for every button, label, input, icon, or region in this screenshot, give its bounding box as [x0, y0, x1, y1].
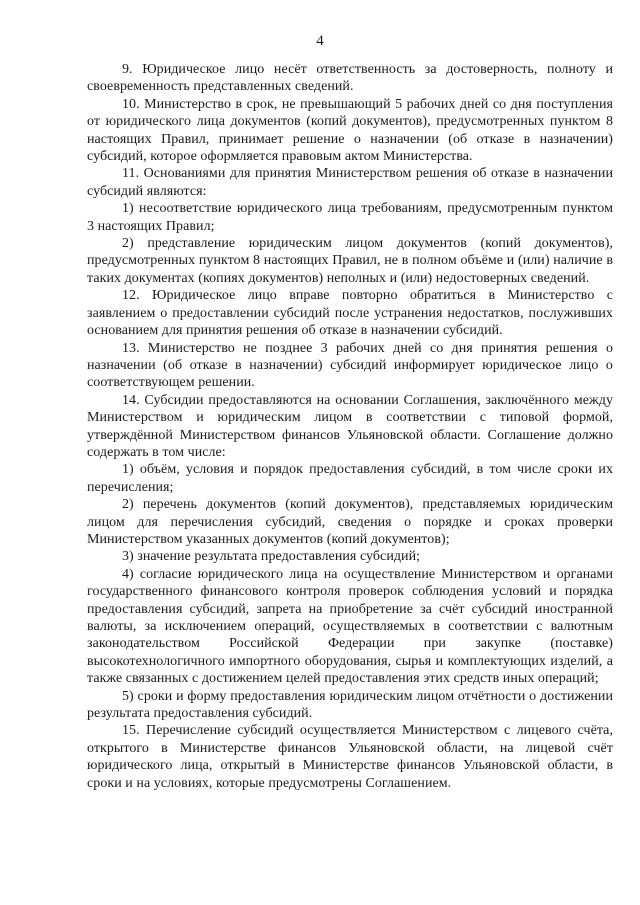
paragraph-14-item-2: 2) перечень документов (копий документов), представляемых юридическим лицом для перечисления субсидий, сведения о порядке и сроках проверки Министерством указанных документов (копий документов); — [87, 497, 613, 547]
paragraph-14-item-1: 1) объём, условия и порядок предоставления субсидий, в том числе сроки их перечисления; — [87, 462, 613, 495]
paragraph-15: 15. Перечисление субсидий осуществляется Министерством с лицевого счёта, открытого в Министерстве финансов Ульяновской области, на лицевой счёт юридического лица, открытый в Министерстве финансов Ульяновской области, в сроки и на условиях, которые предусмотрены Соглашением. — [87, 723, 613, 791]
paragraph-12: 12. Юридическое лицо вправе повторно обратиться в Министерство с заявлением о предоставлении субсидий после устранения недостатков, послуживших основанием для принятия решения об отказе в назначении субсидий. — [87, 288, 613, 339]
document-body — [87, 61, 613, 792]
paragraph-14-item-5: 5) сроки и форму предоставления юридическим лицом отчётности о достижении результата предоставления субсидий. — [87, 688, 613, 722]
paragraph-10: 10. Министерство в срок, не превышающий 5 рабочих дней со дня поступления от юридического лица документов (копий документов), предусмотренных пунктом 8 настоящих Правил, принимает решение о назначении (об отказе в назначении) субсидий, которое оформляется правовым актом Министерства. — [87, 96, 613, 165]
paragraph-14: 14. Субсидии предоставляются на основании Соглашения, заключённого между Министерством и юридическим лицом в соответствии с типовой формой, утверждённой Министерством финансов Ульяновской области. Соглашение должно содержать в том числе: — [87, 392, 613, 460]
paragraph-11-item-1: 1) несоответствие юридического лица требованиям, предусмотренным пунктом 3 настоящих Правил; — [87, 201, 613, 234]
paragraph-13: 13. Министерство не позднее 3 рабочих дней со дня принятия решения о назначении (об отказе в назначении) субсидий информирует юридическое лицо о соответствующем решении. — [87, 340, 613, 391]
paragraph-9: 9. Юридическое лицо несёт ответственность за достоверность, полноту и своевременность представленных сведений. — [87, 62, 613, 95]
paragraph-14-item-4: 4) согласие юридического лица на осуществление Министерством и органами государственного финансового контроля проверок соблюдения условий и порядка предоставления субсидий, запрета на приобретение за счёт субсидий иностранной валюты, за исключением операций, осуществляемых в соответствии с валютным законодательством Российской Федерации при закупке (поставке) высокотехнологичного импортного оборудования, сырья и комплектующих изделий, а также связанных с достижением целей предоставления этих средств иных операций; — [87, 566, 613, 687]
paragraph-11: 11. Основаниями для принятия Министерством решения об отказе в назначении субсидий являются: — [87, 166, 613, 199]
paragraph-11-item-2: 2) представление юридическим лицом документов (копий документов), предусмотренных пунктом 8 настоящих Правил, не в полном объёме и (или) наличие в таких документах (копиях документов) неполных и (или) недостоверных сведений. — [87, 236, 613, 286]
page-number: 4 — [316, 33, 324, 49]
paragraph-14-item-3: 3) значение результата предоставления субсидий; — [122, 549, 421, 565]
